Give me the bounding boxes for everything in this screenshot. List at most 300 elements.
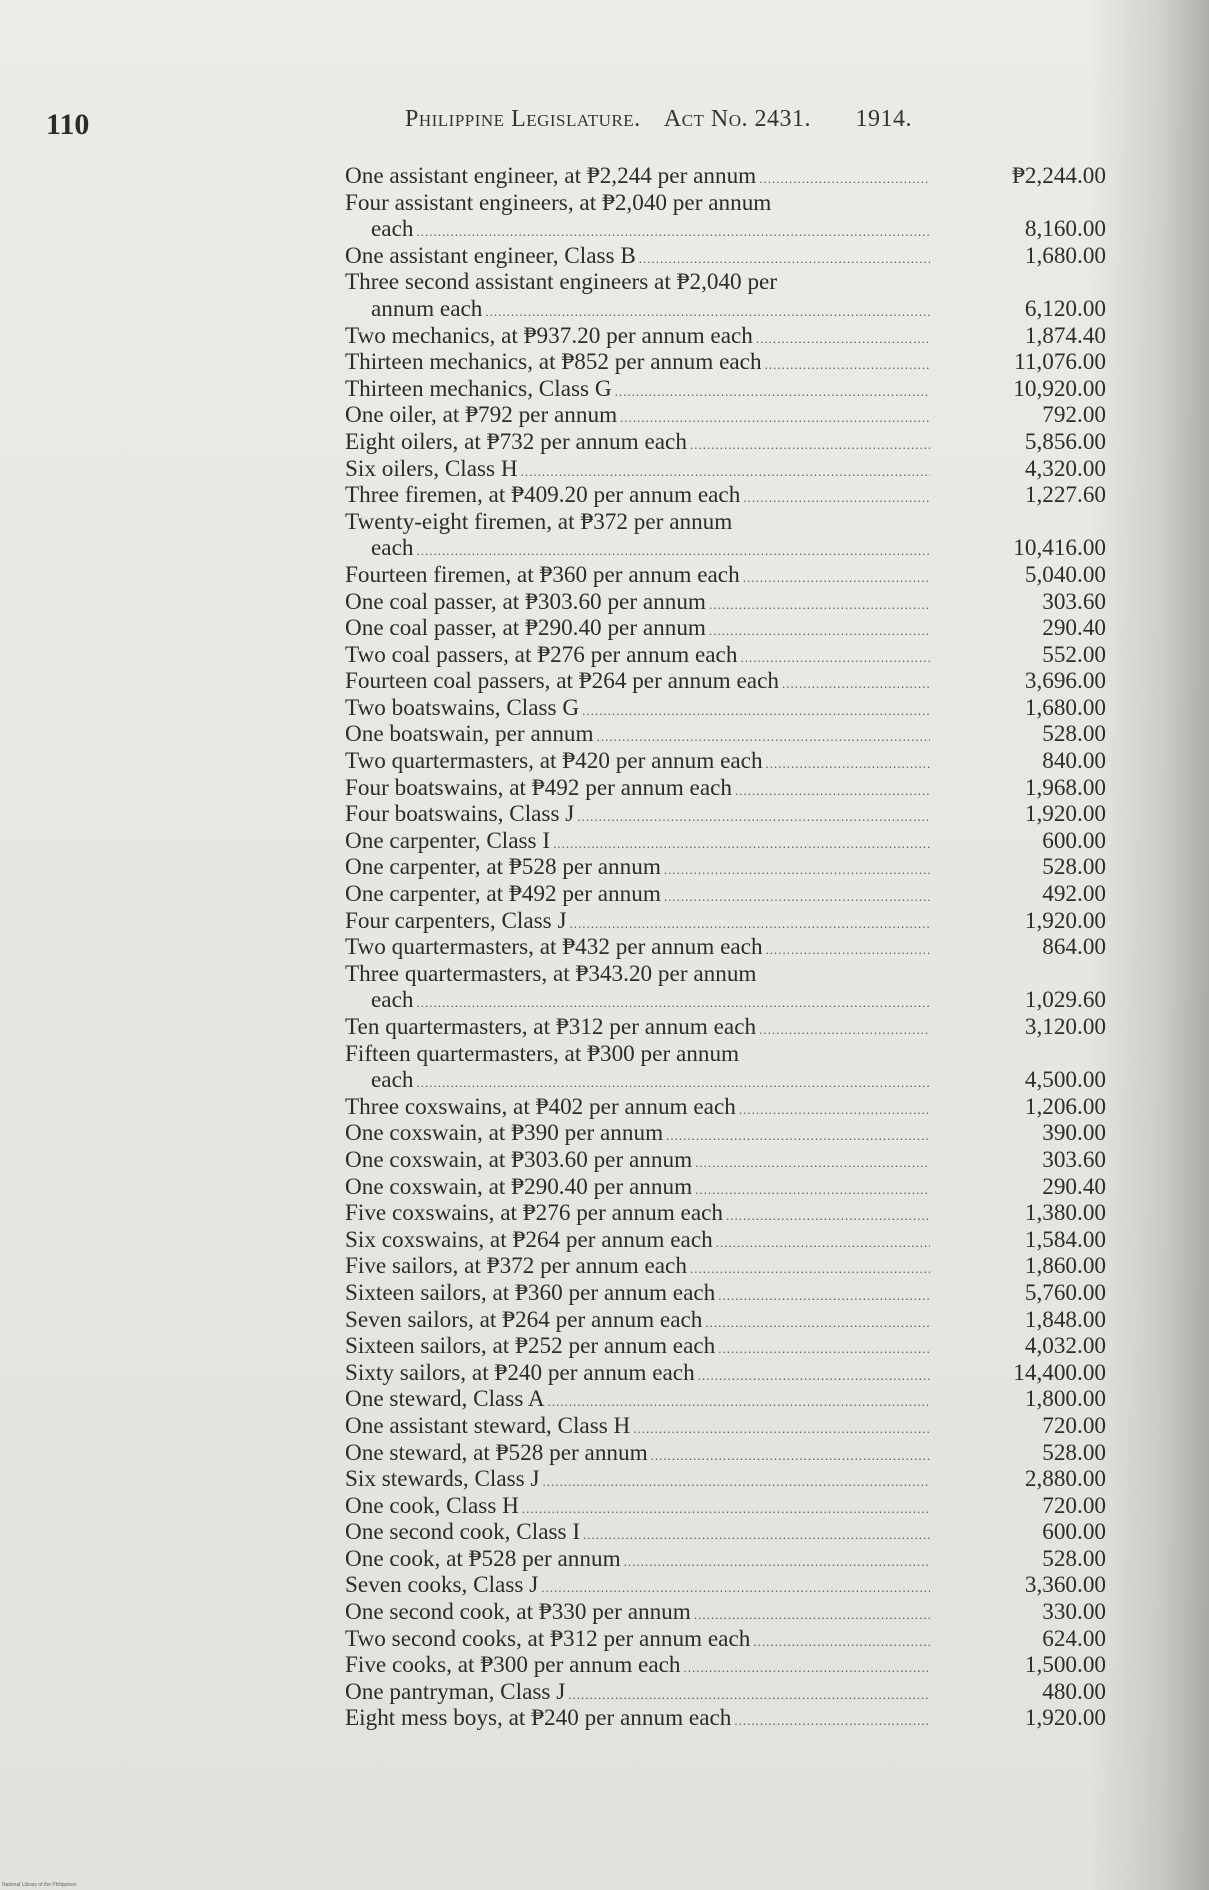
entry-line [345, 1466, 1110, 1493]
entry-description: Three second assistant engineers at ₱2,040 per [345, 269, 778, 296]
ledger-entry [345, 1572, 1110, 1599]
entry-description-wrap [345, 456, 930, 486]
leader-dots [416, 1070, 930, 1097]
entry-amount: 1,029.60 [1024, 987, 1106, 1014]
leader-dots [543, 1469, 930, 1496]
entry-line [345, 961, 1110, 988]
ledger-entry [345, 695, 1110, 722]
ledger-entry [345, 1200, 1110, 1227]
entry-amount: 10,416.00 [1013, 535, 1106, 562]
entry-description: each [371, 1067, 414, 1094]
entry-description-wrap [345, 482, 930, 512]
running-head-act: Act No. 2431. [663, 106, 812, 132]
ledger-entry [345, 509, 1110, 562]
entry-description: Six coxswains, at ₱264 per annum each [345, 1226, 713, 1253]
leader-dots [766, 937, 930, 964]
ledger-entry [345, 721, 1110, 748]
entry-description-wrap [345, 1227, 930, 1257]
entry-amount: 1,584.00 [1024, 1226, 1106, 1253]
leader-dots [522, 1496, 930, 1523]
entry-description-wrap [345, 1572, 930, 1602]
entry-amount: 14,400.00 [1013, 1359, 1106, 1386]
entry-description: Sixteen sailors, at ₱252 per annum each [345, 1333, 716, 1360]
entry-description: Two quartermasters, at ₱420 per annum each [345, 748, 763, 775]
entry-description: Three firemen, at ₱409.20 per annum each [345, 482, 741, 509]
ledger-entry [345, 429, 1110, 456]
entry-description: each [371, 216, 414, 243]
ledger-entry [345, 908, 1110, 935]
leader-dots [521, 459, 930, 486]
ledger-entry [345, 1280, 1110, 1307]
entry-line [345, 1546, 1110, 1573]
entry-amount: 4,320.00 [1024, 455, 1106, 482]
ledger-entry [345, 775, 1110, 802]
leader-dots [734, 1708, 930, 1735]
leader-dots [765, 352, 930, 379]
entry-line [345, 801, 1110, 828]
entry-description-wrap [345, 1333, 930, 1363]
entry-description: One steward, Class A [345, 1386, 545, 1413]
leader-dots [743, 485, 930, 512]
entry-line [345, 1705, 1110, 1732]
entry-description: each [371, 535, 414, 562]
entry-description-wrap [345, 1626, 930, 1656]
entry-line [345, 1493, 1110, 1520]
ledger-entry [345, 562, 1110, 589]
leader-dots [709, 592, 930, 619]
ledger-entry [345, 1679, 1110, 1706]
entry-amount: 6,120.00 [1024, 295, 1106, 322]
entry-description: each [371, 987, 414, 1014]
entry-amount: 4,032.00 [1024, 1333, 1106, 1360]
ledger-entry [345, 1519, 1110, 1546]
entry-description: One carpenter, at ₱492 per annum [345, 881, 661, 908]
entry-amount: 840.00 [1042, 748, 1106, 775]
leader-dots [753, 1629, 930, 1656]
entry-line [345, 456, 1110, 483]
entry-description: Eight oilers, at ₱732 per annum each [345, 428, 687, 455]
leader-dots [766, 751, 930, 778]
ledger-entry [345, 1386, 1110, 1413]
entry-line [345, 1413, 1110, 1440]
entry-description-wrap [345, 243, 930, 273]
ledger-entry [345, 1094, 1110, 1121]
entry-amount: 1,206.00 [1024, 1093, 1106, 1120]
entry-description-wrap [345, 323, 930, 353]
entry-description-wrap [345, 1705, 930, 1735]
entry-line [345, 828, 1110, 855]
entry-line [345, 668, 1110, 695]
entry-line [345, 987, 1110, 1014]
entry-amount: 1,968.00 [1024, 774, 1106, 801]
leader-dots [624, 1549, 930, 1576]
ledger-entry [345, 1253, 1110, 1280]
entry-description-wrap [345, 1307, 930, 1337]
entry-line [345, 1174, 1110, 1201]
entry-description: One second cook, at ₱330 per annum [345, 1599, 691, 1626]
entry-amount: 492.00 [1042, 881, 1106, 908]
entry-line [345, 1519, 1110, 1546]
entry-amount: 5,040.00 [1024, 561, 1106, 588]
entry-description: Two mechanics, at ₱937.20 per annum each [345, 322, 753, 349]
entry-amount: 1,920.00 [1024, 801, 1106, 828]
entry-description-wrap [345, 349, 930, 379]
entry-description-wrap [345, 828, 930, 858]
entry-line [345, 695, 1110, 722]
entry-line [345, 881, 1110, 908]
entry-description: One assistant steward, Class H [345, 1412, 631, 1439]
entry-description-wrap [345, 642, 930, 672]
ledger-entry [345, 881, 1110, 908]
entry-description: One assistant engineer, at ₱2,244 per annum [345, 163, 757, 189]
entry-line [345, 216, 1110, 243]
entry-line [345, 908, 1110, 935]
entry-amount: 480.00 [1042, 1678, 1106, 1705]
entry-amount: 1,848.00 [1024, 1306, 1106, 1333]
entry-line [345, 1572, 1110, 1599]
ledger-entry [345, 668, 1110, 695]
leader-dots [716, 1230, 930, 1257]
entry-description: Seven sailors, at ₱264 per annum each [345, 1306, 703, 1333]
entry-amount: 3,120.00 [1024, 1014, 1106, 1040]
entry-line [345, 1626, 1110, 1653]
leader-dots [698, 1363, 930, 1390]
leader-dots [694, 1602, 930, 1629]
entry-description-wrap [345, 1014, 930, 1044]
entry-description: One carpenter, Class I [345, 827, 551, 854]
ledger-entry [345, 1360, 1110, 1387]
page-number: 110 [46, 108, 90, 141]
entry-amount: 3,696.00 [1024, 668, 1106, 695]
entry-amount: 528.00 [1042, 1439, 1106, 1466]
entry-amount: 864.00 [1042, 934, 1106, 961]
entry-description: Fifteen quartermasters, at ₱300 per annum [345, 1040, 740, 1067]
entry-description-wrap [345, 163, 930, 193]
entry-description-wrap [345, 1493, 930, 1523]
entry-description-wrap [345, 1519, 930, 1549]
entry-description-wrap [345, 1280, 930, 1310]
entry-description: Fourteen coal passers, at ₱264 per annum each [345, 668, 779, 695]
ledger-entry [345, 1440, 1110, 1467]
entry-description-wrap [345, 1174, 930, 1204]
entry-description: annum each [371, 295, 483, 322]
running-head-title: Philippine Legislature. [405, 106, 641, 132]
entry-description: Four carpenters, Class J [345, 907, 567, 934]
entry-line [345, 1652, 1110, 1679]
entry-amount: 1,227.60 [1024, 482, 1106, 509]
entry-amount: 2,880.00 [1024, 1466, 1106, 1493]
entry-line [345, 402, 1110, 429]
entry-amount: 1,874.40 [1024, 322, 1106, 349]
entry-description: Five coxswains, at ₱276 per annum each [345, 1200, 723, 1227]
leader-dots [782, 671, 930, 698]
entry-description-wrap [345, 216, 930, 246]
entry-amount: 528.00 [1042, 1545, 1106, 1572]
entry-description: One coxswain, at ₱303.60 per annum [345, 1146, 693, 1173]
entry-line [345, 934, 1110, 961]
entry-description: One pantryman, Class J [345, 1678, 566, 1705]
entry-amount: ₱2,244.00 [1011, 163, 1106, 189]
ledger-entry [345, 642, 1110, 669]
entry-description: Twenty-eight firemen, at ₱372 per annum [345, 508, 733, 535]
entry-amount: 303.60 [1042, 1146, 1106, 1173]
ledger-entry [345, 1120, 1110, 1147]
entry-amount: 1,920.00 [1024, 1705, 1106, 1732]
entry-description: One coxswain, at ₱290.40 per annum [345, 1173, 693, 1200]
entry-description: One steward, at ₱528 per annum [345, 1439, 648, 1466]
entry-description: Two second cooks, at ₱312 per annum each [345, 1625, 751, 1652]
entry-description: Eight mess boys, at ₱240 per annum each [345, 1705, 732, 1732]
running-head-year: 1914. [855, 106, 913, 132]
entry-line [345, 748, 1110, 775]
entry-line [345, 854, 1110, 881]
entry-line [345, 1679, 1110, 1706]
entry-description-wrap [345, 1041, 930, 1068]
leader-dots [416, 219, 930, 246]
entry-line [345, 190, 1110, 217]
entry-amount: 10,920.00 [1013, 375, 1106, 402]
leader-dots [739, 1097, 930, 1124]
entry-amount: 792.00 [1042, 402, 1106, 429]
ledger-entry [345, 376, 1110, 403]
ledger-entry [345, 1626, 1110, 1653]
source-note: National Library of the Philippines [2, 1882, 77, 1888]
leader-dots [718, 1336, 930, 1363]
leader-dots [664, 857, 930, 884]
entry-description-wrap [345, 934, 930, 964]
entry-description-wrap [345, 615, 930, 645]
entry-description: Sixteen sailors, at ₱360 per annum each [345, 1279, 716, 1306]
leader-dots [583, 1522, 930, 1549]
entry-line [345, 376, 1110, 403]
entry-amount: 5,760.00 [1024, 1279, 1106, 1306]
ledger-entry [345, 402, 1110, 429]
entry-description-wrap [345, 881, 930, 911]
ledger-entry [345, 1333, 1110, 1360]
entry-amount: 624.00 [1042, 1625, 1106, 1652]
entry-line [345, 243, 1110, 270]
leader-dots [756, 326, 930, 353]
leader-dots [743, 565, 930, 592]
entry-amount: 5,856.00 [1024, 428, 1106, 455]
entry-line [345, 1599, 1110, 1626]
entry-description-wrap [345, 1067, 930, 1097]
entry-amount: 1,500.00 [1024, 1652, 1106, 1679]
leader-dots [690, 1256, 930, 1283]
ledger-entry [345, 1493, 1110, 1520]
ledger-entry [345, 589, 1110, 616]
entry-description: Six oilers, Class H [345, 455, 518, 482]
entry-description: Five cooks, at ₱300 per annum each [345, 1652, 681, 1679]
entry-description: Seven cooks, Class J [345, 1572, 539, 1599]
leader-dots [597, 724, 930, 751]
entry-description-wrap [345, 1679, 930, 1709]
entry-amount: 1,680.00 [1024, 242, 1106, 269]
leader-dots [568, 1682, 930, 1709]
entry-description: Thirteen mechanics, at ₱852 per annum each [345, 349, 762, 376]
entry-description-wrap [345, 801, 930, 831]
entry-description: One coxswain, at ₱390 per annum [345, 1120, 664, 1147]
ledger-entry [345, 1652, 1110, 1679]
ledger-entry [345, 828, 1110, 855]
entry-description: One assistant engineer, Class B [345, 242, 636, 269]
entry-description-wrap [345, 1440, 930, 1470]
entry-amount: 290.40 [1042, 615, 1106, 642]
entry-description: Four boatswains, at ₱492 per annum each [345, 774, 733, 801]
entry-amount: 528.00 [1042, 721, 1106, 748]
entry-amount: 330.00 [1042, 1599, 1106, 1626]
entry-line [345, 775, 1110, 802]
entry-amount: 8,160.00 [1024, 216, 1106, 243]
leader-dots [740, 645, 930, 672]
ledger-entry [345, 243, 1110, 270]
entry-description: One coal passer, at ₱290.40 per annum [345, 615, 706, 642]
ledger-entry [345, 269, 1110, 322]
entry-description-wrap [345, 589, 930, 619]
entry-description-wrap [345, 1200, 930, 1230]
entry-line [345, 163, 1110, 190]
ledger-entry [345, 961, 1110, 1014]
entry-description: Ten quartermasters, at ₱312 per annum each [345, 1014, 757, 1040]
entry-description-wrap [345, 1413, 930, 1443]
entry-amount: 3,360.00 [1024, 1572, 1106, 1599]
entry-description-wrap [345, 376, 930, 406]
entry-amount: 390.00 [1042, 1120, 1106, 1147]
entry-description-wrap [345, 269, 930, 296]
entry-description: Sixty sailors, at ₱240 per annum each [345, 1359, 695, 1386]
entry-amount: 11,076.00 [1014, 349, 1106, 376]
leader-dots [548, 1389, 930, 1416]
ledger-entry [345, 1041, 1110, 1094]
entry-line [345, 1333, 1110, 1360]
ledger-entry [345, 854, 1110, 881]
entry-amount: 1,800.00 [1024, 1386, 1106, 1413]
leader-dots [664, 884, 930, 911]
leader-dots [695, 1150, 930, 1177]
ledger-entry [345, 1174, 1110, 1201]
entry-description-wrap [345, 748, 930, 778]
entry-description-wrap [345, 296, 930, 326]
ledger-entry [345, 1307, 1110, 1334]
entry-description: Two coal passers, at ₱276 per annum each [345, 641, 738, 668]
entry-line [345, 1041, 1110, 1068]
entry-description-wrap [345, 1360, 930, 1390]
entry-description-wrap [345, 961, 930, 988]
entry-line [345, 269, 1110, 296]
entry-amount: 1,860.00 [1024, 1253, 1106, 1280]
entry-line [345, 429, 1110, 456]
entry-description-wrap [345, 1120, 930, 1150]
ledger-entry [345, 801, 1110, 828]
leader-dots [633, 1416, 930, 1443]
entry-line [345, 349, 1110, 376]
entry-description-wrap [345, 1147, 930, 1177]
entry-line [345, 642, 1110, 669]
entry-line [345, 1253, 1110, 1280]
entry-description-wrap [345, 190, 930, 217]
ledger-entry [345, 934, 1110, 961]
ledger-entry [345, 1413, 1110, 1440]
ledger-entry [345, 456, 1110, 483]
leader-dots [416, 538, 930, 565]
entry-amount: 303.60 [1042, 588, 1106, 615]
running-head [405, 106, 912, 133]
entry-amount: 528.00 [1042, 854, 1106, 881]
entry-amount: 720.00 [1042, 1492, 1106, 1519]
ledger-entry [345, 482, 1110, 509]
entry-line [345, 1120, 1110, 1147]
leader-dots [553, 831, 930, 858]
entry-line [345, 1227, 1110, 1254]
entry-description: Five sailors, at ₱372 per annum each [345, 1253, 687, 1280]
ledger-entry [345, 748, 1110, 775]
entry-description-wrap [345, 1386, 930, 1416]
entry-line [345, 323, 1110, 350]
leader-dots [690, 432, 930, 459]
leader-dots [709, 618, 930, 645]
ledger-entry [345, 190, 1110, 243]
entry-description: One cook, Class H [345, 1492, 519, 1519]
entry-description-wrap [345, 908, 930, 938]
ledger-entry [345, 1147, 1110, 1174]
leader-dots [416, 990, 930, 1017]
ledger-entry [345, 1599, 1110, 1626]
entry-amount: 4,500.00 [1024, 1067, 1106, 1094]
entry-line [345, 509, 1110, 536]
entry-description-wrap [345, 1253, 930, 1283]
entry-description: One carpenter, at ₱528 per annum [345, 854, 661, 881]
ledger-entry [345, 349, 1110, 376]
entry-description-wrap [345, 429, 930, 459]
entry-line [345, 1094, 1110, 1121]
entry-description: One oiler, at ₱792 per annum [345, 402, 618, 429]
ledger-entry [345, 1014, 1110, 1041]
leader-dots [651, 1443, 930, 1470]
entry-description-wrap [345, 1652, 930, 1682]
entry-line [345, 535, 1110, 562]
leader-dots [639, 246, 930, 273]
ledger-entry [345, 1546, 1110, 1573]
entry-line [345, 1200, 1110, 1227]
entry-description-wrap [345, 562, 930, 592]
entry-description: Four boatswains, Class J [345, 801, 575, 828]
entry-description-wrap [345, 1094, 930, 1124]
leader-dots [582, 698, 930, 725]
leader-dots [735, 778, 930, 805]
entry-description: Thirteen mechanics, Class G [345, 375, 612, 402]
entry-line [345, 296, 1110, 323]
entry-line [345, 1280, 1110, 1307]
entry-description: Six stewards, Class J [345, 1466, 540, 1493]
leader-dots [695, 1177, 930, 1204]
leader-dots [718, 1283, 930, 1310]
entry-description: Three quartermasters, at ₱343.20 per annum [345, 960, 757, 987]
leader-dots [684, 1655, 931, 1682]
entry-description: One boatswain, per annum [345, 721, 594, 748]
entry-line [345, 1067, 1110, 1094]
entry-description: One second cook, Class I [345, 1519, 581, 1546]
leader-dots [705, 1310, 930, 1337]
entry-amount: 720.00 [1042, 1412, 1106, 1439]
leader-dots [570, 911, 930, 938]
entry-amount: 1,920.00 [1024, 907, 1106, 934]
entry-description-wrap [345, 535, 930, 565]
entry-description: Fourteen firemen, at ₱360 per annum each [345, 561, 740, 588]
entry-line [345, 482, 1110, 509]
ledger-entry [345, 615, 1110, 642]
entry-description: Four assistant engineers, at ₱2,040 per annum [345, 189, 772, 216]
leader-dots [759, 166, 930, 193]
